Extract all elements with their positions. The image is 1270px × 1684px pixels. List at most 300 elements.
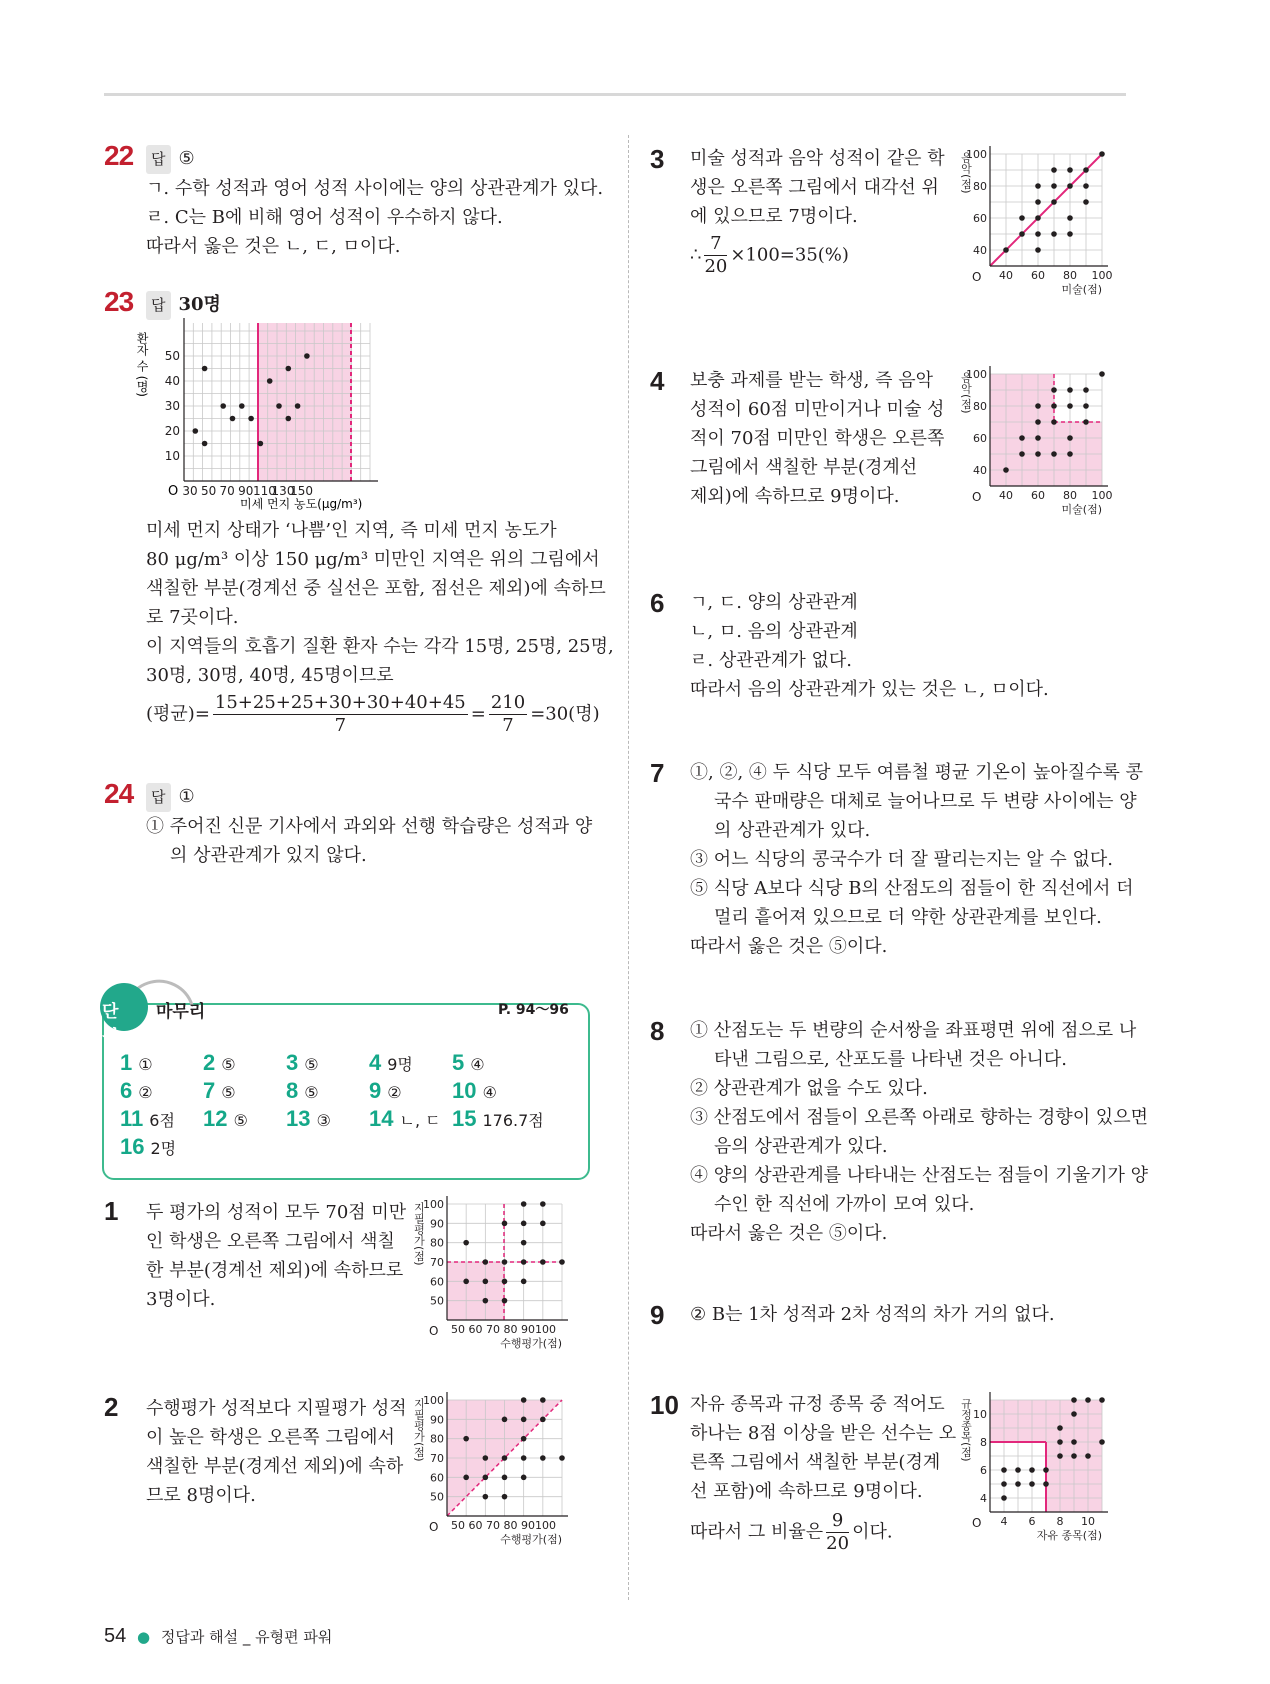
text-line: ② 상관관계가 없을 수도 있다. — [690, 1078, 928, 1099]
y-tick-label: 40 — [973, 464, 987, 477]
fraction-numerator: 9 — [826, 1510, 849, 1533]
summary-badge: 단원 — [102, 1002, 119, 1047]
data-point — [1051, 387, 1057, 393]
summary-answer — [369, 1050, 413, 1076]
y-tick-label: 100 — [966, 368, 987, 381]
column-divider — [628, 135, 629, 1600]
page-number: 54 — [104, 1625, 127, 1647]
s4-scatter-chart — [959, 364, 1132, 529]
q22-answer: ⑤ — [178, 148, 195, 169]
summary-answer-number: 12 — [203, 1106, 228, 1131]
fraction-numerator: 7 — [704, 233, 727, 256]
summary-answer-number: 1 — [120, 1050, 133, 1075]
y-tick-label: 50 — [164, 349, 180, 363]
summary-answer-value: ㄴ, ㄷ — [399, 1111, 441, 1130]
text-line: ㄹ. C는 B에 비해 영어 성적이 우수하지 않다. — [146, 207, 503, 228]
s4-block — [690, 366, 944, 511]
s10-scatter-chart — [959, 1386, 1132, 1556]
data-point — [1015, 1481, 1021, 1487]
summary-answer — [203, 1106, 248, 1132]
q23-answer-line — [146, 290, 221, 320]
s7-block — [690, 758, 1143, 961]
x-axis-label: 미술(점) — [1061, 503, 1102, 516]
text-line: 멀리 흩어져 있으므로 더 약한 상관관계를 보인다. — [714, 907, 1102, 928]
text-line: 따라서 옳은 것은 ㄴ, ㄷ, ㅁ이다. — [146, 236, 401, 257]
data-point — [193, 428, 199, 434]
origin-label: O — [972, 490, 982, 504]
data-point — [239, 403, 245, 409]
x-tick-label: 50 60 70 80 90100 — [451, 1519, 556, 1532]
text-line: 타낸 그림으로, 산포도를 나타낸 것은 아니다. — [714, 1049, 1068, 1070]
summary-title: 마무리 — [156, 1002, 206, 1022]
text-line: 따라서 음의 상관관계가 있는 것은 ㄴ, ㅁ이다. — [690, 679, 1049, 700]
formula-lhs: (평균)= — [146, 703, 210, 725]
summary-answer — [286, 1078, 319, 1104]
fraction-denominator: 7 — [334, 715, 347, 736]
data-point — [1057, 1425, 1063, 1431]
text-line: 하나는 8점 이상을 받은 선수는 오 — [690, 1423, 957, 1444]
data-point — [1083, 403, 1089, 409]
data-point — [540, 1455, 546, 1461]
data-point — [304, 353, 310, 359]
y-tick-label: 90 — [430, 1217, 444, 1231]
data-point — [1083, 183, 1089, 189]
data-point — [1035, 435, 1041, 441]
fraction-denominator: 20 — [826, 1533, 850, 1554]
data-point — [1067, 215, 1073, 221]
text-line: 색칠한 부분(경계선 중 실선은 포함, 점선은 제외)에 속하므 — [146, 578, 606, 599]
y-axis-label: 규정종목(점) — [959, 1398, 973, 1462]
data-point — [1051, 419, 1057, 425]
text-line: ④ 양의 상관관계를 나타내는 산점도는 점들이 기울기가 양 — [690, 1165, 1148, 1186]
y-tick-label: 40 — [164, 374, 180, 388]
data-point — [521, 1201, 527, 1207]
text-line: 그림에서 색칠한 부분(경계선 — [690, 457, 918, 478]
data-point — [483, 1455, 489, 1461]
data-point — [230, 416, 236, 422]
x-tick-label: 6 — [1028, 1515, 1036, 1528]
data-point — [540, 1417, 546, 1423]
data-point — [1099, 1439, 1105, 1445]
text-line: ㄹ. 상관관계가 없다. — [690, 650, 852, 671]
data-point — [1019, 451, 1025, 457]
q23-formula — [146, 692, 614, 737]
formula-post: 이다. — [852, 1521, 893, 1543]
text-line: 보충 과제를 받는 학생, 즉 음악 — [690, 370, 933, 391]
y-tick-label: 100 — [423, 1198, 444, 1211]
data-point — [1001, 1467, 1007, 1473]
text-line: 색칠한 부분(경계선 제외)에 속하 — [146, 1456, 404, 1477]
summary-answer-number: 5 — [452, 1050, 465, 1075]
fraction-denominator: 20 — [704, 256, 728, 277]
x-tick-label: 8 — [1056, 1515, 1064, 1528]
s1-scatter-chart — [412, 1196, 590, 1354]
summary-answer-number: 3 — [286, 1050, 299, 1075]
text-line: 자유 종목과 규정 종목 중 적어도 — [690, 1394, 945, 1415]
x-tick-label: 150 — [290, 484, 314, 498]
data-point — [1083, 419, 1089, 425]
text-line: 이 높은 학생은 오른쪽 그림에서 — [146, 1427, 395, 1448]
data-point — [463, 1475, 469, 1481]
therefore: ∴ — [690, 244, 702, 266]
s4-number: 4 — [650, 366, 665, 396]
data-point — [258, 441, 264, 447]
y-tick-label: 100 — [966, 148, 987, 161]
data-point — [1083, 167, 1089, 173]
origin-label: O — [972, 1516, 982, 1530]
summary-answer-value: 9명 — [387, 1055, 413, 1074]
data-point — [502, 1455, 508, 1461]
text-line: 한 부분(경계선 제외)에 속하므로 — [146, 1260, 404, 1281]
y-tick-label: 6 — [980, 1464, 987, 1477]
x-tick-label: 40 — [999, 489, 1013, 502]
text-line: 로 7곳이다. — [146, 607, 239, 628]
data-point — [1035, 451, 1041, 457]
data-point — [1015, 1467, 1021, 1473]
summary-answer — [452, 1050, 485, 1076]
s1-number: 1 — [104, 1196, 119, 1226]
y-axis-label: 지필평가(점) — [412, 1398, 426, 1462]
data-point — [1099, 1397, 1105, 1403]
data-point — [483, 1475, 489, 1481]
data-point — [559, 1259, 565, 1265]
y-tick-label: 60 — [973, 432, 987, 445]
s2-scatter-chart — [412, 1392, 590, 1552]
data-point — [521, 1279, 527, 1285]
data-point — [1019, 231, 1025, 237]
data-point — [1085, 1397, 1091, 1403]
answer-tag: 답 — [146, 145, 171, 174]
x-tick-label: 10 — [1081, 1515, 1095, 1528]
data-point — [295, 403, 301, 409]
q24-block — [146, 782, 592, 870]
fraction-numerator: 210 — [490, 692, 526, 713]
data-point — [1035, 183, 1041, 189]
x-axis-label: 자유 종목(점) — [1036, 1529, 1102, 1542]
data-point — [1035, 215, 1041, 221]
text-line: 미세 먼지 상태가 ‘나쁨’인 지역, 즉 미세 먼지 농도가 — [146, 520, 557, 541]
summary-answer-number: 16 — [120, 1134, 145, 1159]
text-line: 선 포함)에 속하므로 9명이다. — [690, 1481, 923, 1502]
y-tick-label: 8 — [980, 1436, 987, 1449]
summary-answer — [369, 1078, 402, 1104]
x-tick-label: 60 — [1031, 489, 1045, 502]
text-line: 따라서 옳은 것은 ⑤이다. — [690, 1223, 888, 1244]
x-axis-label: 미술(점) — [1061, 283, 1102, 296]
summary-answer — [452, 1078, 497, 1104]
text-line: 의 상관관계가 있지 않다. — [170, 845, 367, 866]
bullet-icon: ● — [137, 1628, 151, 1646]
text-line: ㄴ, ㅁ. 음의 상관관계 — [690, 621, 858, 642]
data-point — [1035, 199, 1041, 205]
footer-title: 정답과 해설 _ 유형편 파워 — [160, 1628, 333, 1646]
y-axis-label: 음악(점) — [959, 372, 973, 414]
text-line: 므로 8명이다. — [146, 1485, 256, 1506]
s2-number: 2 — [104, 1392, 119, 1422]
summary-answer — [120, 1078, 153, 1104]
x-axis-label: 수행평가(점) — [500, 1337, 562, 1350]
summary-answer-number: 11 — [120, 1106, 144, 1131]
origin-label: O — [972, 270, 982, 284]
text-line: 미술 성적과 음악 성적이 같은 학 — [690, 148, 945, 169]
data-point — [1001, 1495, 1007, 1501]
formula-rest: ×100=35(%) — [730, 244, 849, 266]
s7-number: 7 — [650, 758, 665, 788]
text-line: ㄱ, ㄷ. 양의 상관관계 — [690, 592, 858, 613]
data-point — [220, 403, 226, 409]
s10-number: 10 — [650, 1390, 679, 1420]
data-point — [248, 416, 254, 422]
summary-answer-value: ⑤ — [304, 1055, 319, 1074]
data-point — [1067, 167, 1073, 173]
summary-answer-value: 2명 — [150, 1139, 177, 1158]
data-point — [1019, 215, 1025, 221]
data-point — [1099, 371, 1105, 377]
text-line: 른쪽 그림에서 색칠한 부분(경계 — [690, 1452, 941, 1473]
data-point — [463, 1279, 469, 1285]
x-tick-label: 80 — [1063, 269, 1077, 282]
data-point — [1067, 231, 1073, 237]
data-point — [540, 1259, 546, 1265]
y-tick-label: 80 — [973, 400, 987, 413]
text-line: ② B는 1차 성적과 2차 성적의 차가 거의 없다. — [690, 1304, 1055, 1325]
q22-number: 22 — [104, 140, 134, 171]
data-point — [1035, 231, 1041, 237]
summary-answer — [369, 1106, 441, 1132]
data-point — [1001, 1481, 1007, 1487]
summary-answer-number: 9 — [369, 1078, 382, 1103]
summary-answer — [286, 1050, 319, 1076]
text-line: 국수 판매량은 대체로 늘어나므로 두 변량 사이에는 양 — [714, 791, 1137, 812]
text-line: 적이 70점 미만인 학생은 오른쪽 — [690, 428, 945, 449]
data-point — [1071, 1397, 1077, 1403]
origin-label: O — [429, 1520, 439, 1534]
data-point — [1057, 1439, 1063, 1445]
x-tick-label: 80 — [1063, 489, 1077, 502]
text-line: 따라서 옳은 것은 ⑤이다. — [690, 936, 888, 957]
fraction-numerator: 15+25+25+30+30+40+45 — [214, 692, 466, 713]
y-tick-label: 100 — [423, 1394, 444, 1407]
text-line: ① 주어진 신문 기사에서 과외와 선행 학습량은 성적과 양 — [146, 816, 593, 837]
data-point — [502, 1417, 508, 1423]
fraction-denominator: 7 — [502, 715, 514, 736]
summary-answer — [120, 1050, 153, 1076]
y-axis-label: 음악(점) — [959, 152, 973, 194]
data-point — [1067, 403, 1073, 409]
data-point — [1051, 231, 1057, 237]
y-tick-label: 70 — [430, 1256, 444, 1269]
s1-block — [146, 1198, 406, 1314]
y-tick-label: 20 — [164, 424, 180, 438]
q22-block — [146, 144, 603, 261]
data-point — [540, 1397, 546, 1403]
summary-answer-value: ② — [387, 1083, 402, 1102]
text-line: 30명, 30명, 40명, 45명이므로 — [146, 665, 394, 686]
s10-formula — [690, 1510, 956, 1555]
text-line: 수행평가 성적보다 지필평가 성적 — [146, 1398, 407, 1419]
x-tick-label: 130 — [271, 484, 295, 498]
summary-answer-number: 8 — [286, 1078, 299, 1103]
y-axis-label: 환자 수 (명) — [135, 332, 149, 397]
y-tick-label: 10 — [164, 449, 180, 463]
q23-answer: 30명 — [178, 294, 221, 315]
text-line: 제외)에 속하므로 9명이다. — [690, 486, 900, 507]
data-point — [1071, 1439, 1077, 1445]
data-point — [540, 1201, 546, 1207]
summary-pages: P. 94～96 — [498, 1002, 569, 1018]
data-point — [1051, 199, 1057, 205]
s2-block — [146, 1394, 407, 1510]
data-point — [463, 1240, 469, 1246]
data-point — [286, 416, 292, 422]
data-point — [521, 1259, 527, 1265]
y-tick-label: 60 — [973, 212, 987, 225]
data-point — [1043, 1481, 1049, 1487]
text-line: ⑤ 식당 A보다 식당 B의 산점도의 점들이 한 직선에서 더 — [690, 878, 1134, 899]
data-point — [521, 1397, 527, 1403]
s8-number: 8 — [650, 1016, 665, 1046]
text-line: 두 평가의 성적이 모두 70점 미만 — [146, 1202, 407, 1223]
summary-answer — [452, 1106, 544, 1132]
data-point — [502, 1494, 508, 1500]
data-point — [202, 441, 208, 447]
origin-label: O — [168, 484, 179, 499]
data-point — [202, 366, 208, 372]
s3-formula — [690, 233, 945, 278]
data-point — [559, 1455, 565, 1461]
data-point — [276, 403, 282, 409]
summary-answer-value: ⑤ — [304, 1083, 319, 1102]
x-tick-label: 40 — [999, 269, 1013, 282]
y-tick-label: 50 — [430, 1490, 444, 1504]
data-point — [1043, 1467, 1049, 1473]
data-point — [1029, 1481, 1035, 1487]
y-tick-label: 80 — [973, 180, 987, 193]
text-line: 3명이다. — [146, 1289, 216, 1310]
summary-answer-number: 15 — [452, 1106, 477, 1131]
shaded-region — [447, 1262, 504, 1320]
data-point — [1099, 151, 1105, 157]
x-tick-label: 110 — [252, 484, 276, 498]
s6-number: 6 — [650, 588, 665, 618]
summary-answer-number: 13 — [286, 1106, 311, 1131]
data-point — [502, 1259, 508, 1265]
data-point — [463, 1436, 469, 1442]
x-tick-label: 100 — [1091, 489, 1113, 502]
s8-block — [690, 1016, 1148, 1248]
data-point — [521, 1240, 527, 1246]
x-axis-label: 수행평가(점) — [500, 1533, 562, 1546]
x-tick-label: 60 — [1031, 269, 1045, 282]
data-point — [483, 1494, 489, 1500]
s3-number: 3 — [650, 144, 665, 174]
y-axis-label: 지필평가(점) — [412, 1202, 426, 1266]
s3-block — [690, 144, 945, 278]
text-line: 성적이 60점 미만이거나 미술 성 — [690, 399, 945, 420]
summary-answer-value: ④ — [482, 1083, 497, 1102]
data-point — [1067, 451, 1073, 457]
summary-answer-number: 2 — [203, 1050, 216, 1075]
x-tick-label: 4 — [1000, 1515, 1008, 1528]
data-point — [1035, 419, 1041, 425]
data-point — [540, 1221, 546, 1227]
x-tick-label: 30 — [182, 484, 198, 498]
summary-answer-number: 7 — [203, 1078, 216, 1103]
data-point — [521, 1221, 527, 1227]
text-line: ㄱ. 수학 성적과 영어 성적 사이에는 양의 상관관계가 있다. — [146, 178, 604, 199]
text-line: ①, ②, ④ 두 식당 모두 여름철 평균 기온이 높아질수록 콩 — [690, 762, 1144, 783]
data-point — [267, 378, 273, 384]
y-tick-label: 4 — [980, 1492, 987, 1505]
data-point — [1085, 1453, 1091, 1459]
summary-answer-value: ⑤ — [233, 1111, 248, 1130]
text-line: 에 있으므로 7명이다. — [690, 206, 858, 227]
x-tick-label: 100 — [1091, 269, 1113, 282]
y-tick-label: 70 — [430, 1452, 444, 1465]
data-point — [502, 1298, 508, 1304]
data-point — [1035, 247, 1041, 253]
data-point — [1071, 1411, 1077, 1417]
x-axis-label: 미세 먼지 농도(μg/m³) — [240, 497, 363, 511]
s9-block — [690, 1300, 1055, 1329]
data-point — [1083, 387, 1089, 393]
y-tick-label: 10 — [973, 1408, 987, 1421]
y-tick-label: 30 — [164, 399, 180, 413]
page-footer — [104, 1625, 332, 1648]
origin-label: O — [429, 1324, 439, 1338]
text-line: 음의 상관관계가 있다. — [714, 1136, 888, 1157]
summary-answer — [203, 1050, 236, 1076]
data-point — [1051, 183, 1057, 189]
data-point — [1071, 1453, 1077, 1459]
s6-block — [690, 588, 1049, 704]
data-point — [1003, 247, 1009, 253]
data-point — [502, 1279, 508, 1285]
data-point — [1067, 183, 1073, 189]
answer-tag: 답 — [146, 783, 171, 812]
data-point — [521, 1475, 527, 1481]
data-point — [502, 1475, 508, 1481]
text-line: ③ 어느 식당의 콩국수가 더 잘 팔리는지는 알 수 없다. — [690, 849, 1113, 870]
y-tick-label: 50 — [430, 1294, 444, 1308]
summary-answer-number: 10 — [452, 1078, 477, 1103]
summary-answer — [120, 1106, 175, 1132]
data-point — [1029, 1467, 1035, 1473]
summary-answer-value: ① — [138, 1055, 153, 1074]
text-line: 인 학생은 오른쪽 그림에서 색칠 — [146, 1231, 395, 1252]
text-line: 수인 한 직선에 가까이 모여 있다. — [714, 1194, 975, 1215]
data-point — [483, 1298, 489, 1304]
text-line: 80 μg/m³ 이상 150 μg/m³ 미만인 지역은 위의 그림에서 — [146, 549, 600, 570]
summary-answer-value: ④ — [470, 1055, 485, 1074]
data-point — [1051, 451, 1057, 457]
data-point — [1019, 435, 1025, 441]
y-tick-label: 60 — [430, 1275, 444, 1289]
summary-answer-value: ③ — [316, 1111, 331, 1130]
x-tick-label: 50 — [200, 484, 217, 498]
data-point — [1003, 467, 1009, 473]
x-tick-label: 70 — [219, 484, 235, 498]
y-tick-label: 60 — [430, 1471, 444, 1485]
data-point — [1083, 199, 1089, 205]
q23-scatter-chart — [135, 318, 400, 511]
q24-answer: ① — [178, 786, 195, 807]
y-tick-label: 80 — [430, 1236, 444, 1250]
data-point — [1035, 403, 1041, 409]
summary-answer — [286, 1106, 331, 1132]
summary-answer — [120, 1134, 176, 1160]
x-tick-label: 90 — [238, 484, 254, 498]
